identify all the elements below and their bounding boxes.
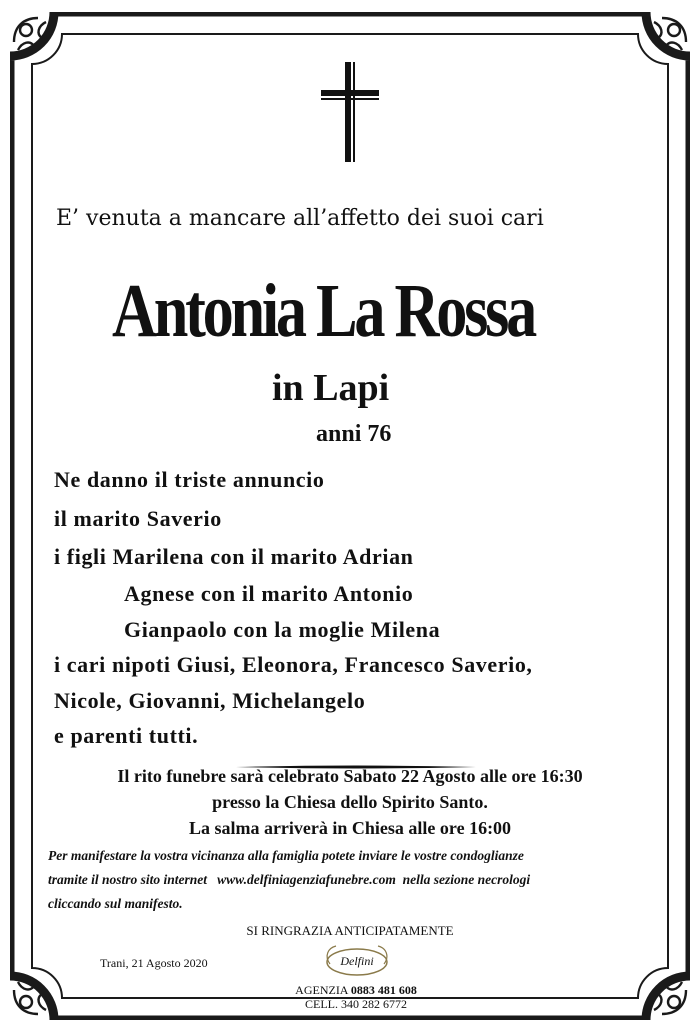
agency-logo-text: Delfini [340,954,374,968]
place-date: Trani, 21 Agosto 2020 [100,956,208,970]
rite-line: presso la Chiesa dello Spirito Santo. [212,792,488,812]
condolence-note-line2 [48,872,530,888]
agency-logo [318,942,396,978]
announcement-line: i figli Marilena con il marito Adrian [54,544,414,569]
rite-line: Il rito funebre sarà celebrato Sabato 22 Agosto alle ore 16:30 [117,766,583,786]
married-name: in Lapi [272,367,390,409]
condolence-note: cliccando sul manifesto. [48,896,183,911]
deceased-name: Antonia La Rossa [112,269,534,353]
divider [236,754,476,758]
announcement-line: e parenti tutti. [54,723,199,748]
phone-label: AGENZIA [295,983,348,997]
note-text: tramite il nostro sito internet [48,872,208,887]
rite-line: La salma arriverà in Chiesa alle ore 16:00 [188,818,512,838]
note-text: nella sezione necrologi [402,872,531,887]
agency-cell [0,997,700,1012]
deceased-age: anni 76 [316,421,392,447]
corner-ornament-top-left-icon [8,12,54,58]
intro-text: E’ venuta a mancare all’affetto dei suoi cari [56,206,544,231]
corner-ornament-top-right-icon [646,12,692,58]
cell-number: 340 282 6772 [341,997,407,1011]
phone-number: 0883 481 608 [350,983,417,997]
condolence-note: Per manifestare la vostra vicinanza alla famiglia potete inviare le vostre condoglianze [48,848,524,863]
website-link[interactable]: www.delfiniagenziafunebre.com [217,872,396,887]
announcement-line: Agnese con il marito Antonio [124,581,414,606]
cross-icon [319,60,381,164]
announcement-line: Gianpaolo con la moglie Milena [124,617,441,642]
agency-phone [0,983,700,998]
announcement-line: i cari nipoti Giusi, Eleonora, Francesco Saverio, [54,652,533,677]
thanks-text: SI RINGRAZIA ANTICIPATAMENTE [246,923,454,938]
announcement-line: il marito Saverio [54,506,222,531]
announcement-line: Nicole, Giovanni, Michelangelo [54,688,366,713]
cell-label: CELL. [305,997,338,1011]
announcement-line: Ne danno il triste annuncio [54,467,325,492]
